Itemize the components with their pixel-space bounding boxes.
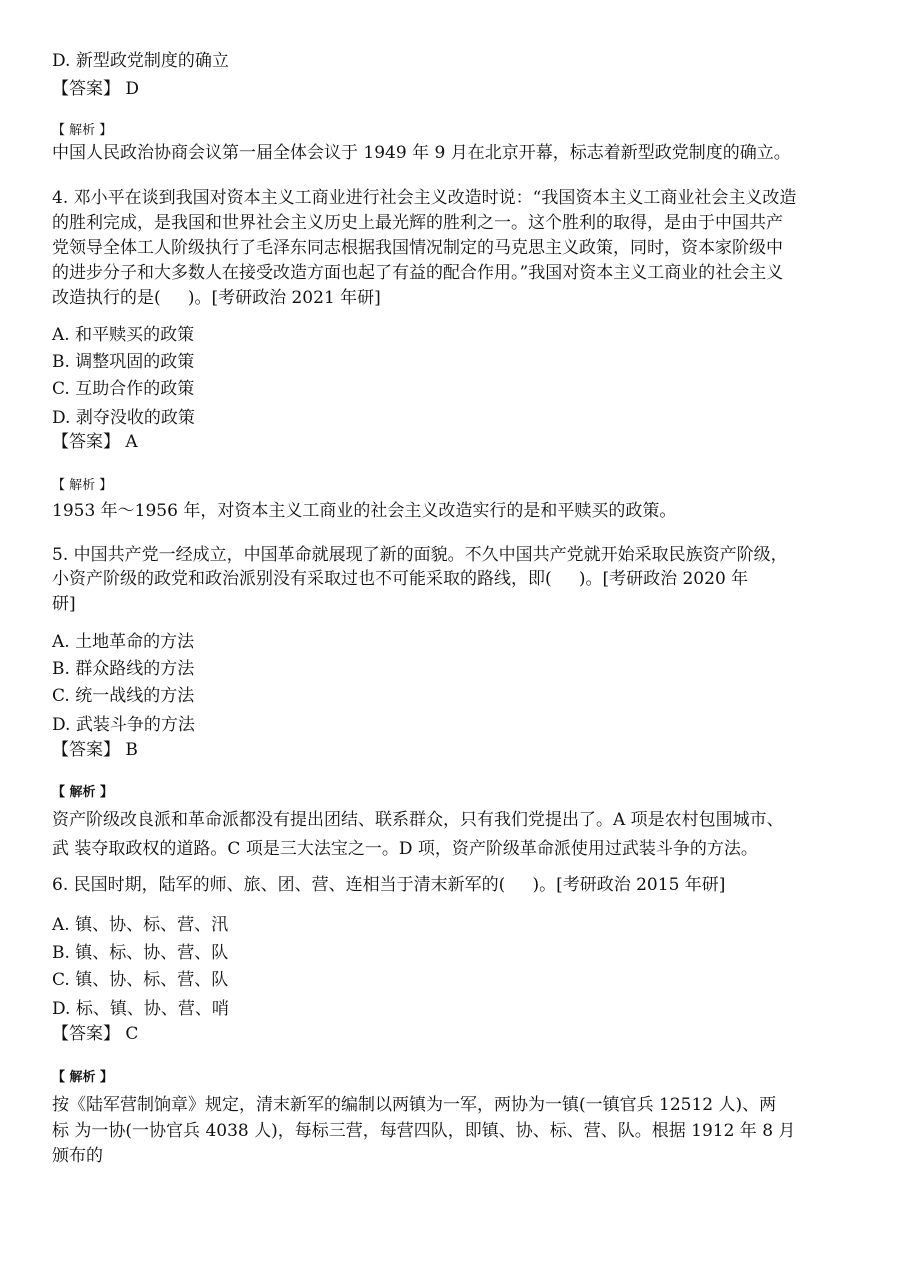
q6-option-a: A. 镇、协、标、营、汛 (52, 915, 229, 935)
q3-analysis-text: 中国人民政治协商会议第一届全体会议于 1949 年 9 月在北京开幕，标志着新型政党制度的确立。 (52, 143, 791, 163)
q5-stem-line2-part1: 小资产阶级的政党和政治派别没有采取过也不可能采取的路线，即( (52, 569, 552, 589)
q4-stem-line5 (52, 290, 381, 307)
q6-option-c: C. 镇、协、标、营、队 (52, 970, 229, 990)
q5-analysis-line2: 武 装夺取政权的道路。C 项是三大法宝之一。D 项，资产阶级革命派使用过武装斗争的方法。 (52, 839, 758, 859)
answer-value: D (125, 79, 140, 99)
q6-analysis-line2: 标 为一协(一协官兵 4038 人)，每标三营，每营四队，即镇、协、标、营、队。根据 1912 年 8 月 (52, 1121, 796, 1141)
q4-stem-line5-part1: 改造执行的是( (52, 288, 161, 308)
q4-option-b: B. 调整巩固的政策 (52, 352, 195, 372)
answer-value: B (125, 740, 138, 760)
q3-answer (52, 81, 139, 98)
answer-label: 【答案】 (52, 432, 120, 452)
q6-stem-line1-part2: )。[考研政治 2015 年研] (532, 875, 726, 895)
q6-answer (52, 1026, 138, 1043)
q4-option-c: C. 互助合作的政策 (52, 379, 195, 399)
q5-stem-line2 (52, 571, 748, 588)
q6-stem-line1-part1: 6. 民国时期，陆军的师、旅、团、营、连相当于清末新军的( (52, 875, 506, 895)
q6-option-d: D. 标、镇、协、营、哨 (52, 999, 229, 1019)
q3-option-d: D. 新型政党制度的确立 (52, 51, 229, 71)
answer-label: 【答案】 (52, 740, 120, 760)
answer-value: A (125, 432, 138, 452)
q4-stem-line2: 的胜利完成，是我国和世界社会主义历史上最光辉的胜利之一。这个胜利的取得，是由于中国共产 (52, 213, 783, 233)
q5-option-b: B. 群众路线的方法 (52, 659, 195, 679)
answer-value: C (125, 1024, 139, 1044)
q5-stem-line1: 5. 中国共产党一经成立，中国革命就展现了新的面貌。不久中国共产党就开始采取民族资产阶级， (52, 545, 788, 565)
q5-analysis-line1: 资产阶级改良派和革命派都没有提出团结、联系群众，只有我们党提出了。A 项是农村包围城市、 (52, 810, 784, 830)
q4-analysis-text: 1953 年～1956 年，对资本主义工商业的社会主义改造实行的是和平赎买的政策。 (52, 501, 677, 521)
q6-analysis-line3: 颁布的 (52, 1146, 103, 1166)
q5-stem-line2-part2: )。[考研政治 2020 年 (578, 569, 749, 589)
q5-stem-line3: 研] (52, 594, 76, 614)
q4-stem-line3: 党领导全体工人阶级执行了毛泽东同志根据我国情况制定的马克思主义政策，同时，资本家阶级中 (52, 238, 783, 258)
q5-option-a: A. 土地革命的方法 (52, 632, 195, 652)
answer-label: 【答案】 (52, 1024, 120, 1044)
q4-stem-line1: 4. 邓小平在谈到我国对资本主义工商业进行社会主义改造时说：“我国资本主义工商业社会主义改造 (52, 188, 797, 208)
q6-analysis-line1: 按《陆军营制饷章》规定，清末新军的编制以两镇为一军，两协为一镇(一镇官兵 12512 人)、两 (52, 1095, 777, 1115)
q5-analysis-label: 【 解析 】 (52, 785, 114, 800)
q6-stem-line1 (52, 877, 725, 894)
q4-stem-line4: 的进步分子和大多数人在接受改造方面也起了有益的配合作用。”我国对资本主义工商业的社会主义 (52, 263, 784, 283)
q4-analysis-label: 【 解析 】 (52, 478, 113, 493)
answer-label: 【答案】 (52, 79, 120, 99)
q4-answer (52, 434, 138, 451)
q5-option-c: C. 统一战线的方法 (52, 686, 195, 706)
q4-option-a: A. 和平赎买的政策 (52, 325, 195, 345)
q6-analysis-label: 【 解析 】 (52, 1070, 114, 1085)
q5-answer (52, 742, 138, 759)
q4-stem-line5-part2: )。[考研政治 2021 年研] (187, 288, 381, 308)
q3-analysis-label: 【 解析 】 (52, 123, 113, 138)
q5-option-d: D. 武装斗争的方法 (52, 715, 195, 735)
q4-option-d: D. 剥夺没收的政策 (52, 408, 195, 428)
q6-option-b: B. 镇、标、协、营、队 (52, 943, 229, 963)
